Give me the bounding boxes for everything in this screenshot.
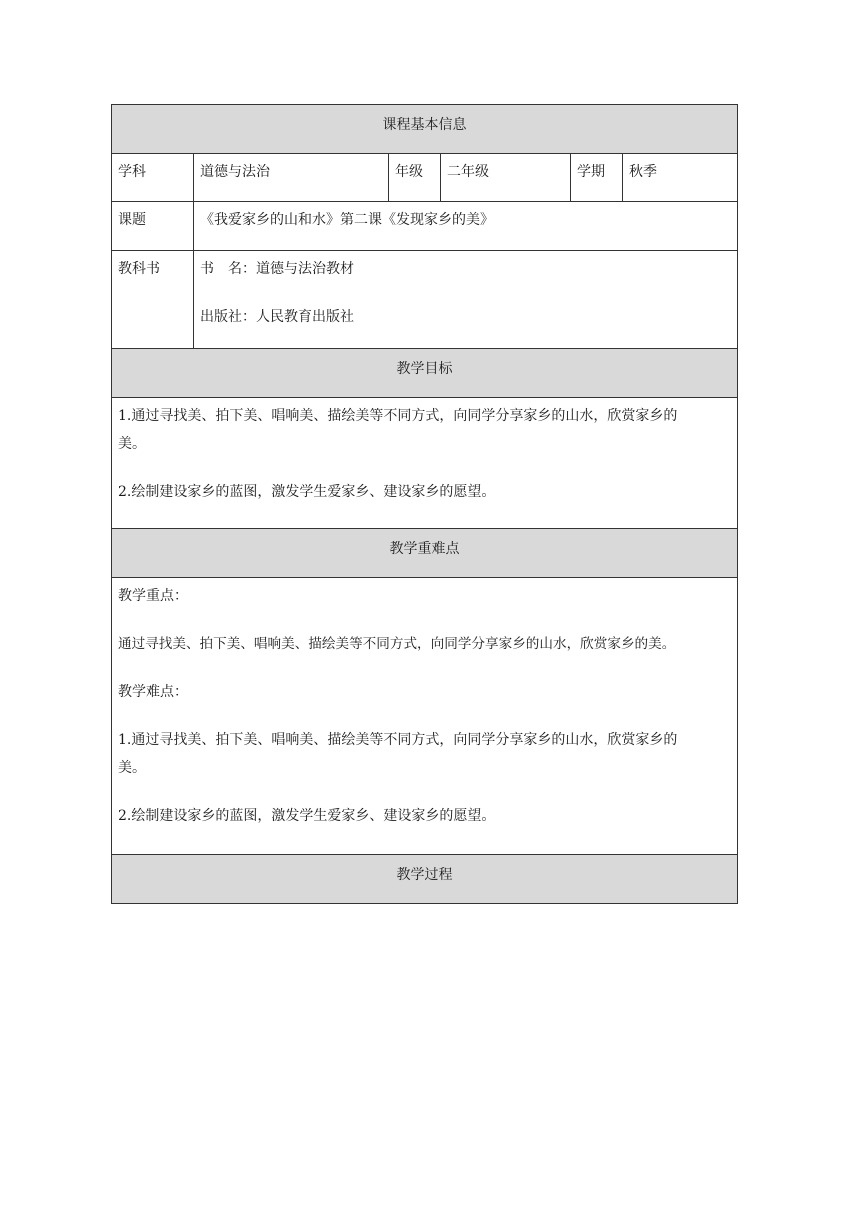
teaching-goals-content bbox=[112, 398, 738, 529]
basic-info-header: 课程基本信息 bbox=[112, 105, 738, 154]
grade-label: 年级 bbox=[389, 154, 441, 202]
subject-label: 学科 bbox=[112, 154, 194, 202]
difficulty-label: 教学难点： bbox=[118, 684, 188, 700]
textbook-info bbox=[194, 251, 738, 349]
lesson-plan-table bbox=[111, 104, 738, 904]
teaching-process-header: 教学过程 bbox=[112, 855, 738, 904]
topic-label: 课题 bbox=[112, 202, 194, 251]
subject-value: 道德与法治 bbox=[194, 154, 389, 202]
focus-text: 通过寻找美、拍下美、唱响美、描绘美等不同方式，向同学分享家乡的山水，欣赏家乡的美。 bbox=[118, 636, 676, 652]
key-difficult-points-content bbox=[112, 578, 738, 855]
publisher-line: 出版社：人民教育出版社 bbox=[200, 309, 354, 325]
term-label: 学期 bbox=[571, 154, 623, 202]
teaching-goals-header: 教学目标 bbox=[112, 349, 738, 398]
difficulty-item-1-line-1: 1.通过寻找美、拍下美、唱响美、描绘美等不同方式，向同学分享家乡的山水，欣赏家乡的 bbox=[118, 732, 678, 748]
term-value: 秋季 bbox=[623, 154, 738, 202]
grade-value: 二年级 bbox=[441, 154, 571, 202]
goal-item-1-line-2: 美。 bbox=[118, 436, 146, 452]
difficulty-item-1-line-2: 美。 bbox=[118, 760, 146, 776]
goal-item-2: 2.绘制建设家乡的蓝图，激发学生爱家乡、建设家乡的愿望。 bbox=[118, 484, 496, 500]
difficulty-item-2: 2.绘制建设家乡的蓝图，激发学生爱家乡、建设家乡的愿望。 bbox=[118, 808, 496, 824]
goal-item-1-line-1: 1.通过寻找美、拍下美、唱响美、描绘美等不同方式，向同学分享家乡的山水，欣赏家乡的 bbox=[118, 408, 678, 424]
book-name-line: 书 名：道德与法治教材 bbox=[200, 261, 354, 277]
topic-value: 《我爱家乡的山和水》第二课《发现家乡的美》 bbox=[194, 202, 738, 251]
focus-label: 教学重点： bbox=[118, 588, 188, 604]
key-difficult-points-header: 教学重难点 bbox=[112, 529, 738, 578]
textbook-label: 教科书 bbox=[112, 251, 194, 349]
